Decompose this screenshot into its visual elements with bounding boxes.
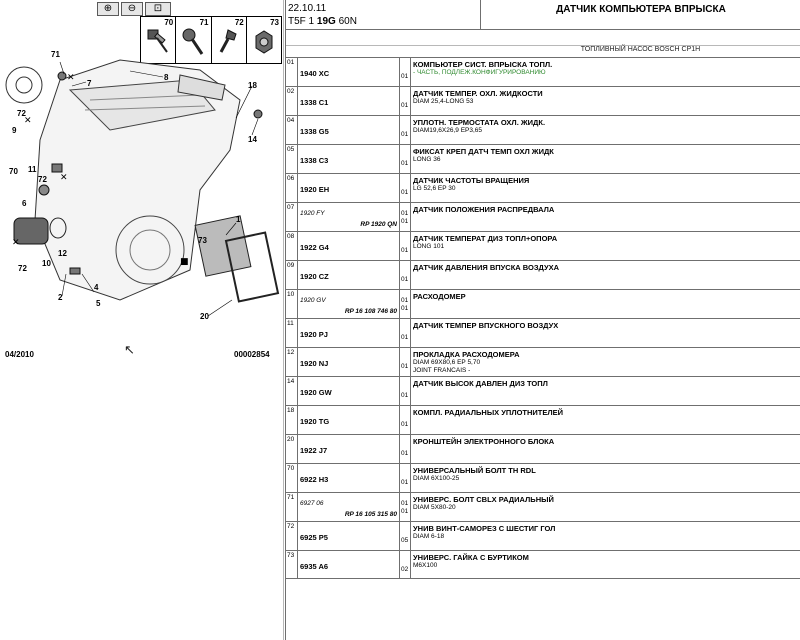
part-reference-cell[interactable] bbox=[298, 203, 400, 231]
part-name: РАСХОДОМЕР bbox=[413, 292, 466, 301]
table-row[interactable] bbox=[286, 463, 800, 492]
table-row[interactable] bbox=[286, 260, 800, 289]
part-name: КОМПЬЮТЕР СИСТ. ВПРЫСКА ТОПЛ. bbox=[413, 60, 553, 69]
description-cell bbox=[411, 290, 800, 318]
table-row[interactable] bbox=[286, 550, 800, 579]
part-name: УПЛОТН. ТЕРМОСТАТА ОХЛ. ЖИДК. bbox=[413, 118, 546, 127]
part-detail: DIAM 69X80,6 EP 5,70 bbox=[413, 359, 481, 366]
part-reference-cell[interactable] bbox=[298, 319, 400, 347]
part-reference[interactable]: 1920 TG bbox=[300, 417, 330, 426]
table-row[interactable] bbox=[286, 521, 800, 550]
svg-text:20: 20 bbox=[200, 312, 209, 321]
bolt-71-number: 71 bbox=[199, 18, 209, 27]
part-reference[interactable]: 1920 NJ bbox=[300, 359, 329, 368]
description-cell bbox=[411, 261, 800, 289]
svg-text:9: 9 bbox=[12, 126, 17, 135]
description-cell bbox=[411, 174, 800, 202]
svg-text:73: 73 bbox=[198, 236, 207, 245]
part-name: УНИВЕРСАЛЬНЫЙ БОЛТ TH RDL bbox=[413, 466, 536, 475]
part-detail-extra: JOINT FRANCAIS - bbox=[413, 367, 471, 374]
row-index: 02 bbox=[286, 87, 298, 115]
vehicle-code: T5F 1 19G 60N bbox=[288, 16, 357, 27]
catalog-date: 22.10.11 bbox=[288, 3, 327, 14]
table-row[interactable] bbox=[286, 57, 800, 86]
svg-text:■: ■ bbox=[180, 257, 189, 267]
table-row[interactable] bbox=[286, 86, 800, 115]
quantity: 01 bbox=[401, 160, 409, 167]
description-cell bbox=[411, 522, 800, 550]
header-spacer bbox=[286, 30, 800, 46]
part-reference-old: 1920 GV bbox=[300, 297, 326, 304]
row-index: 14 bbox=[286, 377, 298, 405]
quantity-cell bbox=[400, 174, 411, 202]
svg-text:6: 6 bbox=[22, 199, 27, 208]
page-title: ДАТЧИК КОМПЬЮТЕРА ВПРЫСКА bbox=[480, 0, 800, 30]
quantity: 01 bbox=[401, 73, 409, 80]
quantity: 01 bbox=[401, 508, 409, 515]
part-replacement[interactable]: RP 16 108 746 80 bbox=[344, 308, 397, 315]
quantity-cell bbox=[400, 290, 411, 318]
diagram-number: 00002854 bbox=[234, 350, 270, 359]
description-cell bbox=[411, 87, 800, 115]
table-row[interactable] bbox=[286, 144, 800, 173]
quantity: 01 bbox=[401, 305, 409, 312]
quantity: 01 bbox=[401, 334, 409, 341]
svg-text:10: 10 bbox=[42, 259, 51, 268]
quantity: 01 bbox=[401, 247, 409, 254]
quantity: 05 bbox=[401, 537, 409, 544]
row-index: 01 bbox=[286, 58, 298, 86]
quantity-cell bbox=[400, 87, 411, 115]
svg-text:14: 14 bbox=[248, 135, 257, 144]
part-detail: LONG 101 bbox=[413, 243, 445, 250]
bolt-72-number: 72 bbox=[234, 18, 244, 27]
description-cell bbox=[411, 551, 800, 578]
part-reference-cell[interactable] bbox=[298, 116, 400, 144]
description-cell bbox=[411, 435, 800, 463]
part-detail: DIAM19,6X26,9 EP3,65 bbox=[413, 127, 483, 134]
description-cell bbox=[411, 145, 800, 173]
part-reference-cell[interactable] bbox=[298, 261, 400, 289]
row-index: 07 bbox=[286, 203, 298, 231]
part-reference-old: 1920 FY bbox=[300, 210, 325, 217]
part-name: ДАТЧИК ТЕМПЕРАТ ДИЗ ТОПЛ+ОПОРА bbox=[413, 234, 558, 243]
part-detail: - ЧАСТЬ, ПОДЛЕЖ.КОНФИГУРИРОВАНИЮ bbox=[413, 69, 546, 76]
part-reference-old: 6927 06 bbox=[300, 500, 324, 507]
table-row[interactable] bbox=[286, 173, 800, 202]
row-index: 04 bbox=[286, 116, 298, 144]
table-row[interactable] bbox=[286, 434, 800, 463]
row-index: 08 bbox=[286, 232, 298, 260]
bolt-70-number: 70 bbox=[164, 18, 174, 27]
description-cell bbox=[411, 406, 800, 434]
parts-list-pane bbox=[285, 0, 800, 640]
row-index: 18 bbox=[286, 406, 298, 434]
part-reference[interactable]: 1920 CZ bbox=[300, 272, 329, 281]
zoom-out-icon[interactable]: ⊖ bbox=[121, 2, 143, 16]
part-reference-cell[interactable] bbox=[298, 551, 400, 578]
part-detail: DIAM 6-18 bbox=[413, 533, 445, 540]
svg-text:✕: ✕ bbox=[12, 238, 20, 248]
part-name: ФИКСАТ КРЕП ДАТЧ ТЕМП ОХЛ ЖИДК bbox=[413, 147, 554, 156]
svg-text:✕: ✕ bbox=[60, 173, 68, 183]
row-index: 10 bbox=[286, 290, 298, 318]
part-name: ДАТЧИК ДАВЛЕНИЯ ВПУСКА ВОЗДУХА bbox=[413, 263, 560, 272]
quantity: 01 bbox=[401, 421, 409, 428]
quantity: 01 bbox=[401, 218, 409, 225]
quantity-cell bbox=[400, 406, 411, 434]
quantity-cell bbox=[400, 435, 411, 463]
row-index: 20 bbox=[286, 435, 298, 463]
row-index: 12 bbox=[286, 348, 298, 376]
part-name: УНИВЕРС. БОЛТ CBLX РАДИАЛЬНЫЙ bbox=[413, 495, 554, 504]
row-index: 73 bbox=[286, 551, 298, 578]
quantity-cell bbox=[400, 464, 411, 492]
part-reference[interactable]: 1920 PJ bbox=[300, 330, 328, 339]
part-replacement[interactable]: RP 16 105 315 80 bbox=[344, 511, 397, 518]
table-row[interactable] bbox=[286, 347, 800, 376]
row-index: 70 bbox=[286, 464, 298, 492]
description-cell bbox=[411, 319, 800, 347]
quantity-cell bbox=[400, 551, 411, 578]
table-row[interactable] bbox=[286, 289, 800, 318]
table-row[interactable] bbox=[286, 376, 800, 405]
quantity: 01 bbox=[401, 392, 409, 399]
part-name: КОМПЛ. РАДИАЛЬНЫХ УПЛОТНИТЕЛЕЙ bbox=[413, 408, 564, 417]
svg-text:✕: ✕ bbox=[24, 116, 32, 126]
quantity-cell bbox=[400, 145, 411, 173]
part-name: ДАТЧИК ТЕМПЕР ВПУСКНОГО ВОЗДУХ bbox=[413, 321, 559, 330]
description-cell bbox=[411, 58, 800, 86]
svg-text:4: 4 bbox=[94, 283, 99, 292]
table-row[interactable] bbox=[286, 202, 800, 231]
quantity-cell bbox=[400, 319, 411, 347]
part-reference-cell[interactable] bbox=[298, 435, 400, 463]
part-reference-cell[interactable] bbox=[298, 377, 400, 405]
table-row[interactable] bbox=[286, 492, 800, 521]
quantity: 01 bbox=[401, 276, 409, 283]
quantity-old: 01 bbox=[401, 297, 409, 304]
part-detail: DIAM 5X80-20 bbox=[413, 504, 456, 511]
diagram-pane bbox=[0, 0, 284, 640]
part-detail: M6X100 bbox=[413, 562, 438, 569]
part-name: ДАТЧИК ПОЛОЖЕНИЯ РАСПРЕДВАЛА bbox=[413, 205, 555, 214]
part-detail: LG 52,6 EP 30 bbox=[413, 185, 456, 192]
svg-text:7: 7 bbox=[87, 79, 92, 88]
quantity-cell bbox=[400, 493, 411, 521]
description-cell bbox=[411, 203, 800, 231]
part-name: УНИВЕРС. ГАЙКА С БУРТИКОМ bbox=[413, 553, 529, 562]
description-cell bbox=[411, 232, 800, 260]
quantity: 01 bbox=[401, 131, 409, 138]
part-detail: DIAM 6X100-25 bbox=[413, 475, 460, 482]
quantity: 01 bbox=[401, 479, 409, 486]
svg-text:72: 72 bbox=[38, 175, 47, 184]
quantity: 01 bbox=[401, 102, 409, 109]
part-reference[interactable]: 1920 GW bbox=[300, 388, 332, 397]
mouse-cursor-icon: ↖ bbox=[124, 342, 135, 357]
bolt-73-number: 73 bbox=[270, 18, 279, 27]
svg-text:1: 1 bbox=[236, 215, 241, 224]
description-cell bbox=[411, 493, 800, 521]
table-row[interactable] bbox=[286, 231, 800, 260]
svg-text:72: 72 bbox=[17, 109, 26, 118]
part-detail: LONG 36 bbox=[413, 156, 441, 163]
diagram-date: 04/2010 bbox=[5, 350, 34, 359]
part-detail: DIAM 25,4-LONG 53 bbox=[413, 98, 474, 105]
quantity-cell bbox=[400, 116, 411, 144]
part-name: ДАТЧИК ТЕМПЕР. ОХЛ. ЖИДКОСТИ bbox=[413, 89, 543, 98]
quantity-cell bbox=[400, 522, 411, 550]
part-reference[interactable]: 1338 C1 bbox=[300, 98, 329, 107]
quantity: 02 bbox=[401, 566, 409, 573]
svg-text:8: 8 bbox=[164, 73, 169, 82]
quantity: 01 bbox=[401, 363, 409, 370]
part-replacement[interactable]: RP 1920 QN bbox=[360, 221, 397, 228]
quantity-cell bbox=[400, 232, 411, 260]
description-cell bbox=[411, 116, 800, 144]
part-reference[interactable]: 6922 H3 bbox=[300, 475, 329, 484]
part-reference-cell[interactable] bbox=[298, 87, 400, 115]
parts-header bbox=[286, 0, 800, 30]
quantity: 01 bbox=[401, 450, 409, 457]
part-reference-cell[interactable] bbox=[298, 290, 400, 318]
part-reference[interactable]: 1922 G4 bbox=[300, 243, 329, 252]
row-index: 09 bbox=[286, 261, 298, 289]
part-reference[interactable]: 1920 EH bbox=[300, 185, 330, 194]
part-reference-cell[interactable] bbox=[298, 232, 400, 260]
quantity: 01 bbox=[401, 189, 409, 196]
part-name: КРОНШТЕЙН ЭЛЕКТРОННОГО БЛОКА bbox=[413, 437, 555, 446]
description-cell bbox=[411, 377, 800, 405]
svg-text:5: 5 bbox=[96, 299, 101, 308]
part-reference-cell[interactable] bbox=[298, 406, 400, 434]
section-subtitle: ТОПЛИВНЫЙ НАСОС BOSCH CP1H bbox=[580, 46, 701, 53]
part-reference-cell[interactable] bbox=[298, 493, 400, 521]
svg-text:11: 11 bbox=[28, 165, 37, 174]
part-reference[interactable]: 6925 P5 bbox=[300, 533, 328, 542]
quantity-cell bbox=[400, 261, 411, 289]
svg-text:2: 2 bbox=[58, 293, 63, 302]
row-index: 71 bbox=[286, 493, 298, 521]
part-name: ПРОКЛАДКА РАСХОДОМЕРА bbox=[413, 350, 520, 359]
part-reference[interactable]: 1922 J7 bbox=[300, 446, 328, 455]
svg-text:71: 71 bbox=[51, 50, 60, 59]
quantity-old: 01 bbox=[401, 500, 409, 507]
quantity-cell bbox=[400, 58, 411, 86]
part-reference-cell[interactable] bbox=[298, 58, 400, 86]
svg-text:70: 70 bbox=[9, 167, 18, 176]
part-reference[interactable]: 1338 G5 bbox=[300, 127, 329, 136]
zoom-in-icon[interactable]: ⊕ bbox=[97, 2, 119, 16]
part-reference-cell[interactable] bbox=[298, 174, 400, 202]
part-reference[interactable]: 1940 XC bbox=[300, 69, 330, 78]
parts-table bbox=[286, 57, 800, 579]
part-name: ДАТЧИК ВЫСОК ДАВЛЕН ДИЗ ТОПЛ bbox=[413, 379, 548, 388]
table-row[interactable] bbox=[286, 318, 800, 347]
row-index: 05 bbox=[286, 145, 298, 173]
engine-exploded-diagram bbox=[0, 40, 284, 340]
part-reference[interactable]: 1338 C3 bbox=[300, 156, 329, 165]
row-index: 06 bbox=[286, 174, 298, 202]
part-reference[interactable]: 6935 A6 bbox=[300, 562, 329, 571]
quantity-cell bbox=[400, 348, 411, 376]
svg-text:✕: ✕ bbox=[67, 73, 75, 83]
part-reference-cell[interactable] bbox=[298, 522, 400, 550]
description-cell bbox=[411, 464, 800, 492]
zoom-toolbar bbox=[97, 2, 171, 16]
table-row[interactable] bbox=[286, 405, 800, 434]
quantity-cell bbox=[400, 203, 411, 231]
zoom-fit-icon[interactable]: ⊡ bbox=[145, 2, 171, 16]
svg-text:18: 18 bbox=[248, 81, 257, 90]
part-name: ДАТЧИК ЧАСТОТЫ ВРАЩЕНИЯ bbox=[413, 176, 530, 185]
part-name: УНИВ ВИНТ-САМОРЕЗ С ШЕСТИГ ГОЛ bbox=[413, 524, 556, 533]
part-reference-cell[interactable] bbox=[298, 348, 400, 376]
part-reference-cell[interactable] bbox=[298, 145, 400, 173]
quantity-cell bbox=[400, 377, 411, 405]
quantity-old: 01 bbox=[401, 210, 409, 217]
table-row[interactable] bbox=[286, 115, 800, 144]
svg-text:72: 72 bbox=[18, 264, 27, 273]
row-index: 11 bbox=[286, 319, 298, 347]
description-cell bbox=[411, 348, 800, 376]
svg-text:12: 12 bbox=[58, 249, 67, 258]
part-reference-cell[interactable] bbox=[298, 464, 400, 492]
row-index: 72 bbox=[286, 522, 298, 550]
